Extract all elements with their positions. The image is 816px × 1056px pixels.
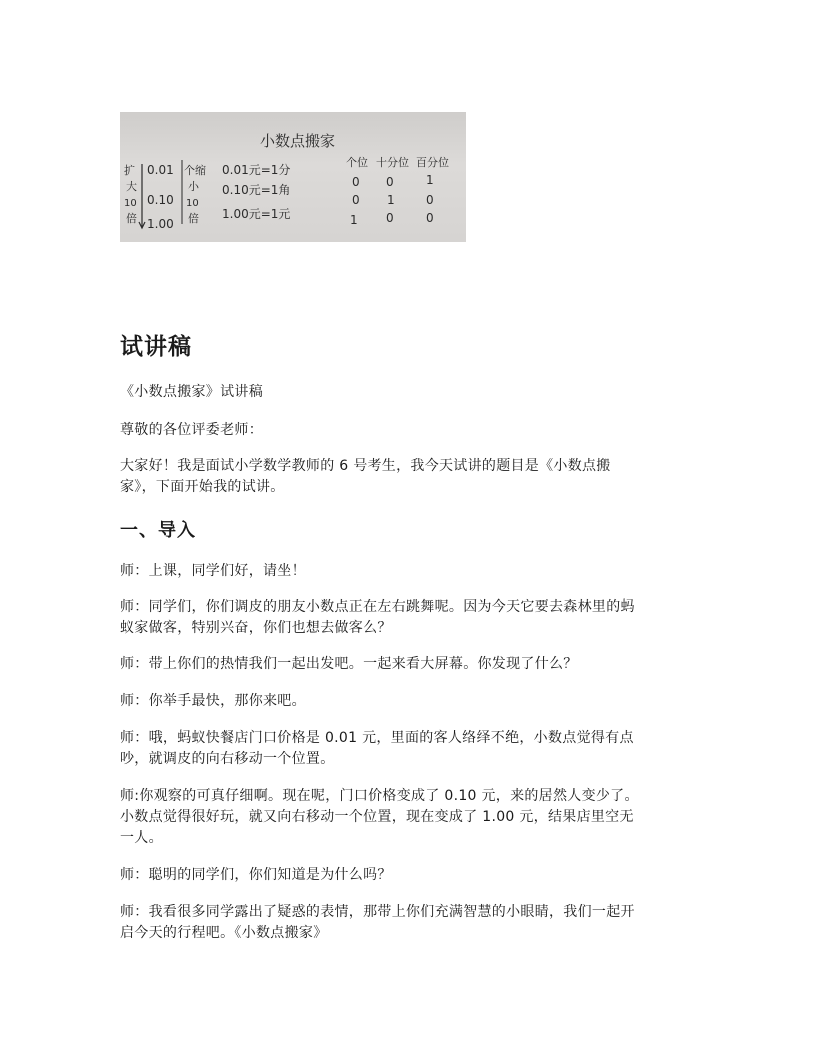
note-cell-3-3: 0 — [426, 211, 434, 225]
note-cell-1-1: 0 — [352, 175, 360, 189]
note-column-3: 百分位 — [416, 156, 449, 169]
dialogue-line-8a: 师：我看很多同学露出了疑惑的表情，那带上你们充满智慧的小眼睛，我们一起开 — [120, 904, 635, 920]
note-left-value-3: 1.00 — [147, 217, 174, 231]
note-left-value-2: 0.10 — [147, 193, 174, 207]
dialogue-line-5a: 师：哦，蚂蚁快餐店门口价格是 0.01 元，里面的客人络绎不绝，小数点觉得有点 — [120, 730, 634, 746]
intro-line-1: 大家好！我是面试小学数学教师的 6 号考生，我今天试讲的题目是《小数点搬 — [120, 458, 611, 474]
intro-line-2: 家》，下面开始我的试讲。 — [120, 479, 285, 495]
note-left-label-2: 大 — [126, 180, 137, 193]
note-equation-2: 0.10元=1角 — [222, 183, 291, 197]
doc-subtitle: 《小数点搬家》试讲稿 — [120, 384, 263, 400]
note-cell-1-2: 0 — [386, 175, 394, 189]
note-cell-2-2: 1 — [387, 193, 395, 207]
page-title: 试讲稿 — [120, 334, 192, 360]
dialogue-line-4: 师：你举手最快，那你来吧。 — [120, 693, 306, 709]
note-cell-1-3: 1 — [426, 173, 434, 187]
note-cell-2-1: 0 — [352, 193, 360, 207]
note-column-1: 个位 — [346, 156, 368, 169]
note-cell-3-1: 1 — [350, 213, 358, 227]
note-equation-1: 0.01元=1分 — [222, 163, 291, 177]
greeting: 尊敬的各位评委老师： — [120, 422, 263, 438]
note-equation-3: 1.00元=1元 — [222, 207, 291, 221]
dialogue-line-1: 师：上课，同学们好，请坐！ — [120, 563, 306, 579]
note-right-label-4: 倍 — [188, 212, 199, 225]
note-left-label-4: 倍 — [126, 212, 137, 225]
dialogue-line-6b: 小数点觉得很好玩，就又向右移动一个位置，现在变成了 1.00 元，结果店里空无 — [120, 809, 634, 825]
handwritten-note-photo — [120, 112, 466, 242]
note-left-value-1: 0.01 — [147, 163, 174, 177]
dialogue-line-3: 师：带上你们的热情我们一起出发吧。一起来看大屏幕。你发现了什么？ — [120, 656, 578, 672]
dialogue-line-5b: 吵，就调皮的向右移动一个位置。 — [120, 751, 335, 767]
note-left-label-3: 10 — [124, 198, 137, 209]
note-left-label-1: 扩 — [124, 164, 135, 177]
dialogue-line-7: 师：聪明的同学们，你们知道是为什么吗？ — [120, 867, 392, 883]
section-heading: 一、导入 — [120, 520, 196, 541]
handwritten-note-drawing — [120, 112, 466, 242]
note-title: 小数点搬家 — [260, 132, 336, 150]
note-right-label-2: 小 — [188, 180, 199, 193]
note-column-2: 十分位 — [376, 156, 409, 169]
note-right-label-1: 个缩 — [184, 164, 206, 177]
dialogue-line-2a: 师：同学们，你们调皮的朋友小数点正在左右跳舞呢。因为今天它要去森林里的蚂 — [120, 599, 635, 615]
dialogue-line-8b: 启今天的行程吧。《小数点搬家》 — [120, 925, 328, 941]
dialogue-line-6a: 师:你观察的可真仔细啊。现在呢，门口价格变成了 0.10 元，来的居然人变少了。 — [120, 788, 639, 804]
note-cell-3-2: 0 — [386, 211, 394, 225]
note-right-label-3: 10 — [186, 198, 199, 209]
dialogue-line-6c: 一人。 — [120, 830, 163, 846]
note-cell-2-3: 0 — [426, 193, 434, 207]
dialogue-line-2b: 蚁家做客，特别兴奋，你们也想去做客么？ — [120, 620, 392, 636]
